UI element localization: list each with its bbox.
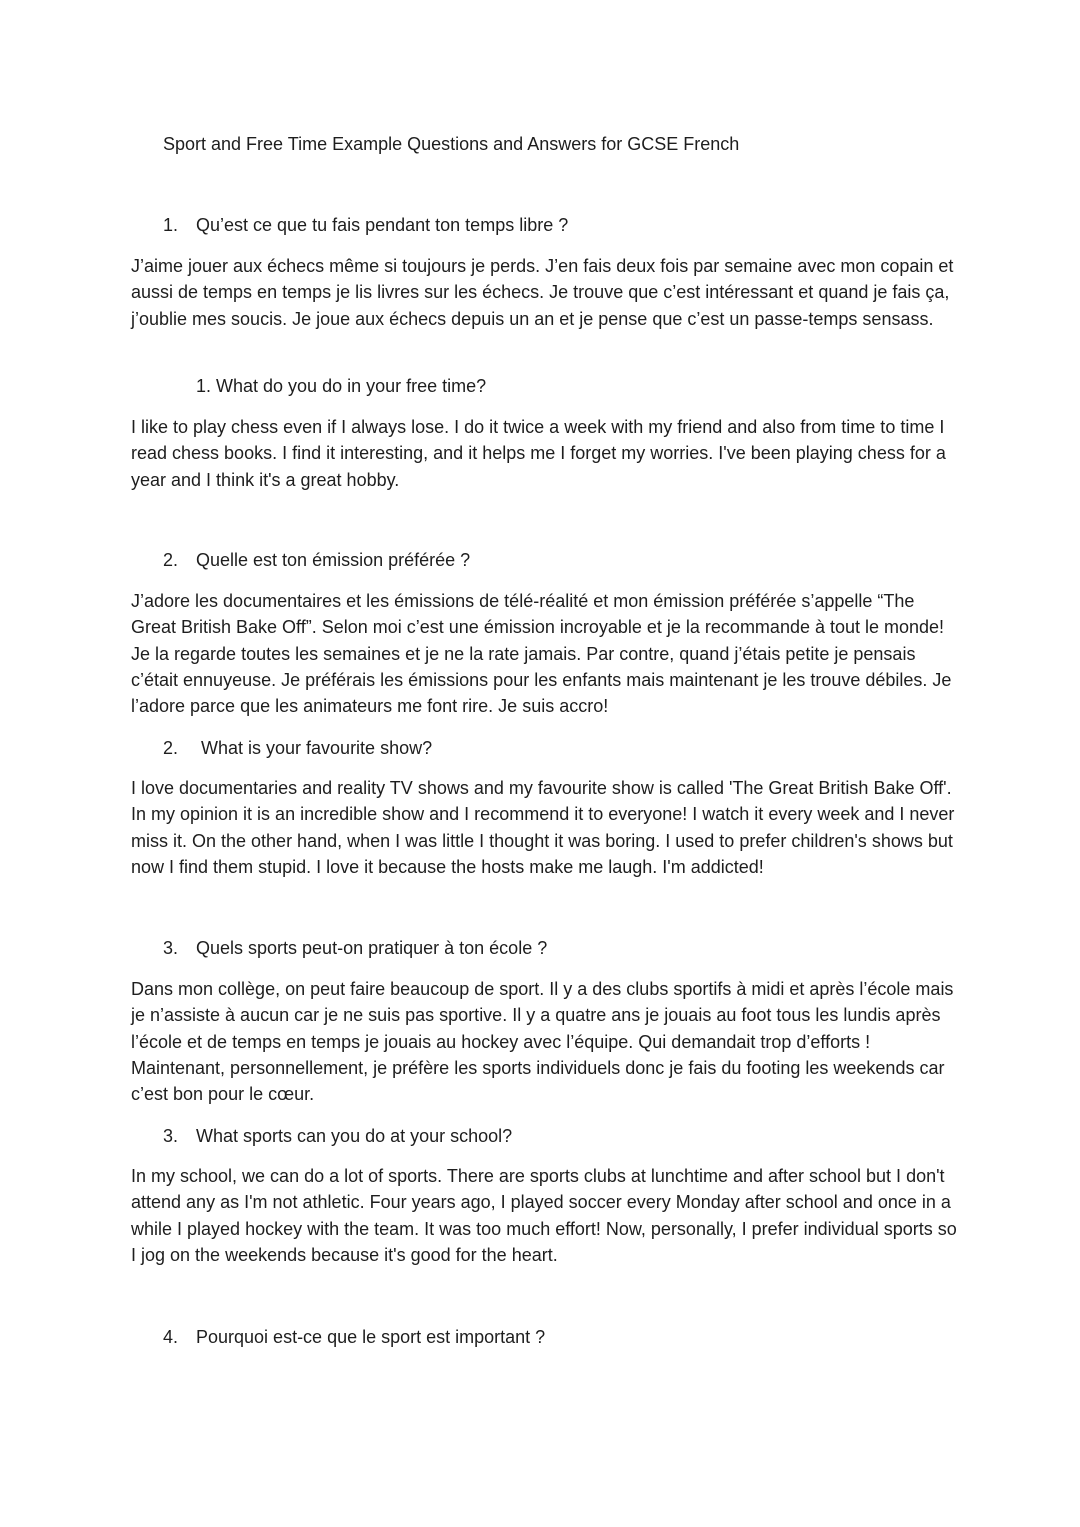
question-number: 3.	[163, 938, 179, 958]
question-text: What sports can you do at your school?	[196, 1126, 513, 1146]
question-number: 4.	[163, 1327, 179, 1347]
answer-2-en: I love documentaries and reality TV shows and my favourite show is called 'The Great British Bake Off'. In my opinion it is an incredible show and I recommend it to everyone! I watch it every week and I never miss it. On the other hand, when I was little I thought it was boring. I used to prefer children's shows but now I find them stupid. I love it because the hosts make me laugh. I'm addicted!	[131, 778, 955, 877]
question-text: Pourquoi est-ce que le sport est important ?	[196, 1327, 546, 1347]
question-2-fr	[163, 548, 470, 572]
question-2-en	[163, 736, 432, 760]
question-1-en: 1. What do you do in your free time?	[196, 376, 487, 396]
question-number: 1.	[163, 215, 179, 235]
question-text: What is your favourite show?	[201, 738, 433, 758]
document-title: Sport and Free Time Example Questions and Answers for GCSE French	[163, 134, 740, 154]
question-3-en	[163, 1124, 512, 1148]
answer-3-en: In my school, we can do a lot of sports. There are sports clubs at lunchtime and after school but I don't attend any as I'm not athletic. Four years ago, I played soccer every Monday after school and once in a while I played hockey with the team. It was too much effort! Now, personally, I prefer individual sports so I jog on the weekends because it's good for the heart.	[131, 1166, 957, 1265]
question-text: Qu’est ce que tu fais pendant ton temps libre ?	[196, 215, 569, 235]
question-1-fr	[163, 213, 568, 237]
question-number: 2.	[163, 738, 179, 758]
question-4-fr	[163, 1325, 545, 1349]
answer-1-en: I like to play chess even if I always lose. I do it twice a week with my friend and also from time to time I read chess books. I find it interesting, and it helps me I forget my worries. I've been playing chess for a year and I think it's a great hobby.	[131, 417, 946, 490]
question-number: 3.	[163, 1126, 179, 1146]
question-text: Quels sports peut-on pratiquer à ton école ?	[196, 938, 548, 958]
question-3-fr	[163, 936, 547, 960]
question-text: Quelle est ton émission préférée ?	[196, 550, 471, 570]
question-number: 2.	[163, 550, 179, 570]
answer-3-fr: Dans mon collège, on peut faire beaucoup de sport. Il y a des clubs sportifs à midi et après l’école mais je n’assiste à aucun car je ne suis pas sportive. Il y a quatre ans je jouais au foot tous les lundis après l’école et de temps en temps je jouais au hockey avec l’équipe. Qui demandait trop d’efforts ! Maintenant, personnellement, je préfère les sports individuels donc je fais du footing les weekends car c’est bon pour le cœur.	[131, 979, 954, 1105]
answer-1-fr: J’aime jouer aux échecs même si toujours je perds. J’en fais deux fois par semaine avec mon copain et aussi de temps en temps je lis livres sur les échecs. Je trouve que c’est intéressant et quand je fais ça, j’oublie mes soucis. Je joue aux échecs depuis un an et je pense que c’est un passe-temps sensass.	[131, 256, 954, 329]
answer-2-fr: J’adore les documentaires et les émissions de télé-réalité et mon émission préférée s’appelle “The Great British Bake Off”. Selon moi c’est une émission incroyable et je la recommande à tout le monde! Je la regarde toutes les semaines et je ne la rate jamais. Par contre, quand j’étais petite je pensais c’était ennuyeuse. Je préférais les émissions pour les enfants mais maintenant je les trouve débiles. Je l’adore parce que les animateurs me font rire. Je suis accro!	[131, 591, 952, 717]
